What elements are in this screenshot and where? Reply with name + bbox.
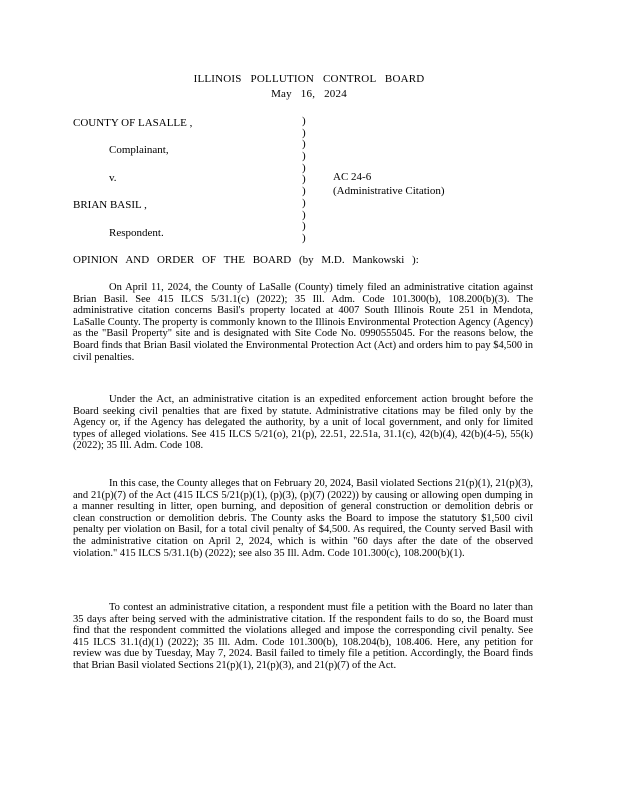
caption-paren: )	[302, 208, 306, 221]
paragraph-4: To contest an administrative citation, a respondent must file a petition with the Board no later than 35 days after being served with the administrative citation. If the respondent fails to do so, the Board must find that the respondent committed the violations alleged and impose the corresponding civil penalty. See 415 ILCS 31.1(d)(1) (2022); 35 Ill. Adm. Code 101.300(b), 108.204(b), 108.406. Here, any petition for review was due by Tuesday, May 7, 2024. Basil failed to timely file a petition. Accordingly, the Board finds that Brian Basil violated Sections 21(p)(1), 21(p)(3), and 21(p)(7) of the Act.	[73, 602, 533, 671]
caption-paren: )	[302, 185, 306, 198]
case-type: (Administrative Citation)	[333, 185, 445, 197]
caption-paren: )	[302, 196, 306, 209]
caption-paren: )	[302, 138, 306, 151]
complainant-role: Complainant,	[109, 144, 169, 156]
caption-parentheses	[302, 116, 306, 245]
caption-paren: )	[302, 126, 306, 139]
order-date: May 16, 2024	[271, 88, 347, 100]
board-name: ILLINOIS POLLUTION CONTROL BOARD	[193, 73, 425, 85]
paragraph-1: On April 11, 2024, the County of LaSalle (County) timely filed an administrative citation against Brian Basil. See 415 ILCS 5/31.1(c) (2022); 35 Ill. Adm. Code 101.300(b), 108.200(b)(3). The administrative citation concerns Basil's property located at 4007 South Illinois Route 251 in Mendota, LaSalle County. The property is commonly known to the Illinois Environmental Protection Agency (Agency) as the "Basil Property" site and is designated with Site Code No. 0990555045. For the reasons below, the Board finds that Brian Basil violated the Environmental Protection Act (Act) and orders him to pay $4,500 in civil penalties.	[73, 282, 533, 363]
caption-paren: )	[302, 150, 306, 163]
caption-paren: )	[302, 220, 306, 233]
caption-paren: )	[302, 161, 306, 174]
case-number: AC 24-6	[333, 171, 372, 183]
caption-paren: )	[302, 115, 306, 127]
paragraph-2: Under the Act, an administrative citation is an expedited enforcement action brought before the Board seeking civil penalties that are fixed by statute. Administrative citations may be filed only by the Agency or, if the Agency has delegated the authority, by a unit of local government, and only for limited types of alleged violations. See 415 ILCS 5/21(o), 21(p), 22.51, 22.51a, 31.1(c), 42(b)(4), 42(b)(4-5), 55(k) (2022); 35 Ill. Adm. Code 108.	[73, 394, 533, 452]
paragraph-3: In this case, the County alleges that on February 20, 2024, Basil violated Sections 21(p)(1), 21(p)(3), and 21(p)(7) of the Act (415 ILCS 5/21(p)(1), (p)(3), (p)(7) (2022)) by causing or allowing open dumping in a manner resulting in litter, open burning, and deposition of general construction or demolition debris or clean construction or demolition debris. The County asks the Board to impose the statutory $1,500 civil penalty per violation on Basil, for a total civil penalty of $4,500. As required, the County served Basil with the administrative citation on April 2, 2024, which is within "60 days after the date of the observed violation." 415 ILCS 5/31.1(b) (2022); see also 35 Ill. Adm. Code 101.300(c), 108.200(b)(1).	[73, 478, 533, 559]
versus-label: v.	[109, 172, 117, 184]
opinion-heading: OPINION AND ORDER OF THE BOARD (by M.D. Mankowski ):	[73, 254, 419, 266]
caption-paren: )	[302, 231, 306, 244]
complainant-name: COUNTY OF LASALLE ,	[73, 117, 193, 129]
respondent-name: BRIAN BASIL ,	[73, 199, 147, 211]
caption-paren: )	[302, 173, 306, 186]
respondent-role: Respondent.	[109, 227, 164, 239]
